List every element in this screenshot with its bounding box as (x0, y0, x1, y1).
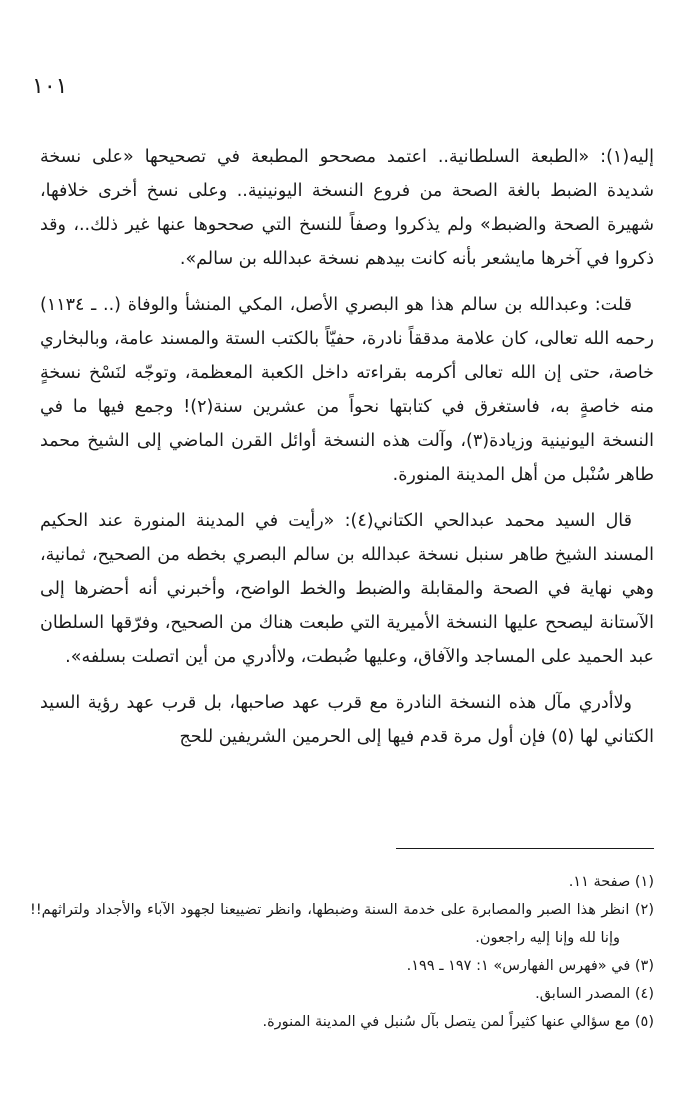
footnote-3: (٣) في «فهرس الفهارس» ١: ١٩٧ ـ ١٩٩. (406, 958, 654, 974)
footnote-2: (٢) انظر هذا الصبر والمصابرة على خدمة السنة وضبطها، وانظر تضييعنا لجهود الآباء والأجداد ولتراثهم!! وإنا لله وإنا إليه راجعون. (30, 902, 654, 946)
paragraph-2: قلت: وعبدالله بن سالم هذا هو البصري الأصل، المكي المنشأ والوفاة (.. ـ ١١٣٤) رحمه الله تعالى، كان علامة مدققاً نادرة، حفيّاً بالكتب الستة والمسند عامة، وبالبخاري خاصة، حتى إن الله تعالى أكرمه بقراءته داخل الكعبة المعظمة، وتوجّه لنَسْخ نسخةٍ منه خاصةٍ به، فاستغرق في كتابتها نحواً من عشرين سنة(٢)! وجمع فيها ما في النسخة اليونينية وزيادة(٣)، وآلت هذه النسخة أوائل القرن الماضي إلى الشيخ محمد طاهر سُنْبل من أهل المدينة المنورة. (40, 295, 654, 485)
footnote-1: (١) صفحة ١١. (568, 874, 654, 890)
footnotes (30, 868, 654, 1036)
footnote-divider (396, 848, 654, 849)
paragraph-1: إليه(١): «الطبعة السلطانية.. اعتمد مصححو المطبعة في تصحيحها «على نسخة شديدة الضبط بالغة الصحة من فروع النسخة اليونينية.. وعلى نسخ أخرى خلافها، شهيرة الصحة والضبط» ولم يذكروا وصفاً للنسخ التي صححوها عنها غير ذلك..، وقد ذكروا في آخرها مايشعر بأنه كانت بيدهم نسخة عبدالله بن سالم». (40, 147, 654, 269)
paragraph-3: قال السيد محمد عبدالحي الكتاني(٤): «رأيت في المدينة المنورة عند الحكيم المسند الشيخ طاهر سنبل نسخة عبدالله بن سالم البصري بخطه من الصحيح، ثمانية، وهي نهاية في الصحة والمقابلة والضبط والخط الواضح، وأخبرني أنه أحضرها إلى الآستانة ليصحح عليها النسخة الأميرية التي طبعت هناك من الصحيح، وفرّقها السلطان عبد الحميد على المساجد والآفاق، وعليها ضُبطت، ولاأدري من أين اتصلت بسلفه». (40, 511, 654, 667)
paragraph-4: ولاأدري مآل هذه النسخة النادرة مع قرب عهد صاحبها، بل قرب عهد رؤية السيد الكتاني لها (٥) فإن أول مرة قدم فيها إلى الحرمين الشريفين للحج (40, 693, 654, 747)
page-number: ١٠١ (32, 74, 68, 99)
footnote-5: (٥) مع سؤالي عنها كثيراً لمن يتصل بآل سُنبل في المدينة المنورة. (262, 1014, 654, 1030)
footnote-4: (٤) المصدر السابق. (535, 986, 654, 1002)
main-text (40, 140, 654, 766)
